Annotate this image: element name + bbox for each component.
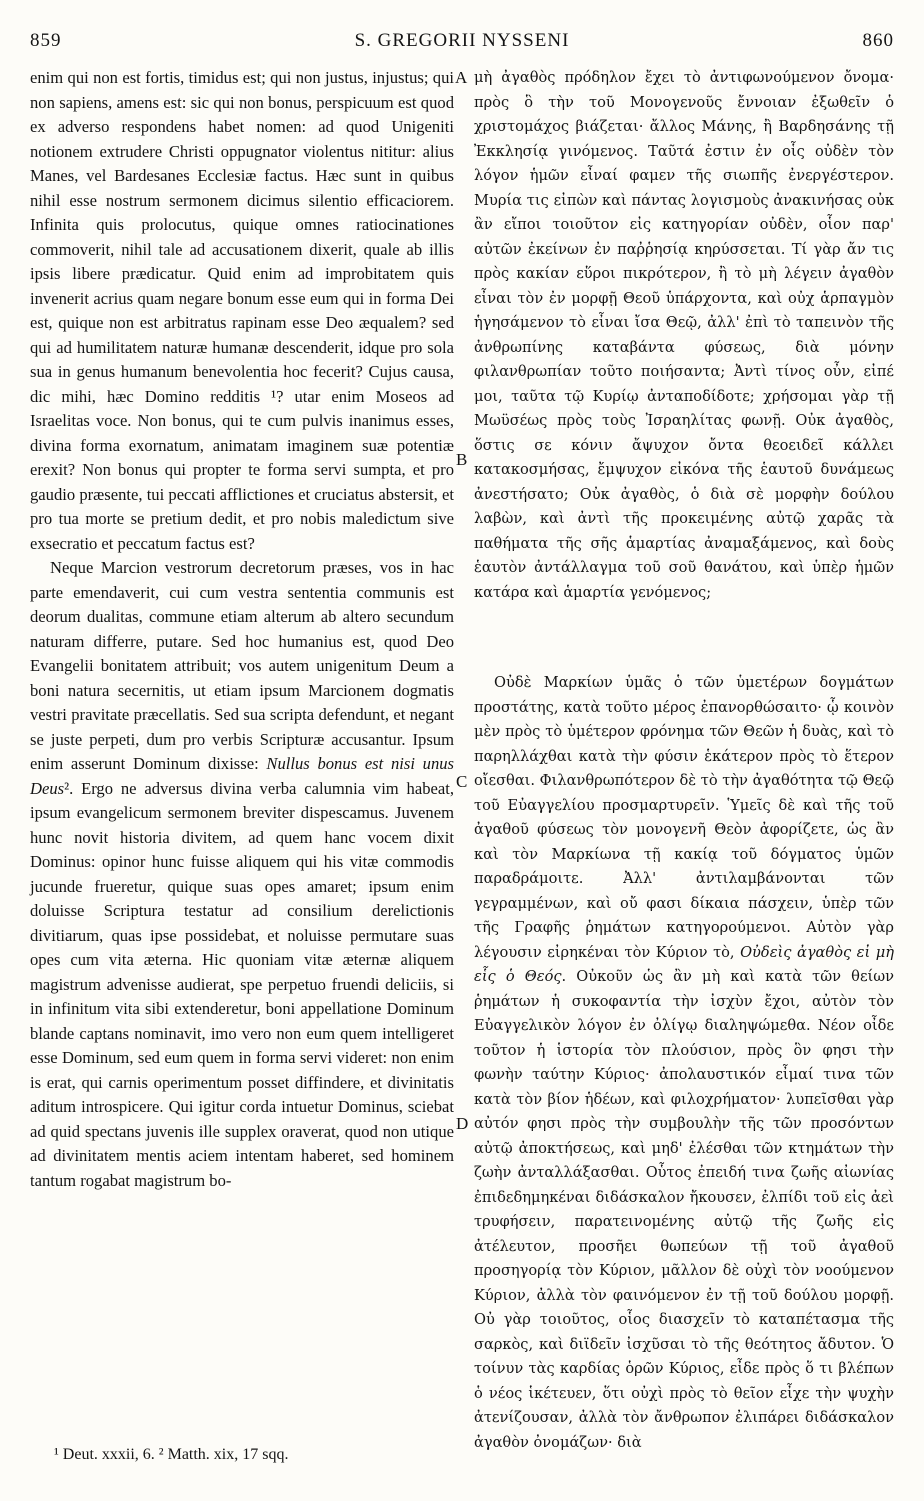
latin-scripture-quote: Nullus bonus est nisi unus Deus [30,754,454,798]
greek-paragraph-2-end: . Οὐκοῦν ὡς ἂν μὴ καὶ κατὰ τῶν θείων ῥημάτων ἡ συκοφαντία τὴν ἰσχὺν ἔχοι, αὐτὸν τὸν Εὐαγγελικὸν λόγον ἐν ὀλίγῳ διαληψώμεθα. Νέον οἶδε τοῦτον ἡ ἱστορία τὸν πλούσιον, πρὸς ὃν φησι τὴν φωνὴν ταύτην Κύριος· ἀπολαυστικόν εἶμαί τινα τῶν κατὰ τὸν βίον ἡδέων, καὶ φιλοχρήματον· λυπεῖσθαι γὰρ αὐτόν φησι πρὸς τὴν συμβουλὴν τῆς τῶν προσόντων αὐτῷ ἀποκτήσεως, καὶ μηδ' ἐλέσθαι τῶν κτημάτων τὴν ζωὴν ἀνταλλάξασθαι. Οὗτος ἐπειδή τινα ζωῆς αἰωνίας ἐπιδεδημηκέναι διδάσκαλον ἤκουσεν, ἐλπίδι τοῦ εἰς ἀεὶ τρυφήσειν, παρατεινομένης αὐτῷ τῆς ζωῆς εἰς ἀτέλευτον, προσῆει θωπεύων τῇ τοῦ ἀγαθοῦ προσηγορίᾳ τὸν Κύριον, μᾶλλον δὲ οὐχὶ τὸν νοούμενον Κύριον, ἀλλὰ τὸν φαινόμενον ἐν τῇ τοῦ δούλου μορφῇ. Οὐ γὰρ τοιοῦτος, οἷος διασχεῖν τὸ καταπέτασμα τῆς σαρκὸς, καὶ διϊδεῖν ἰσχῦσαι τὸ τῆς θεότητος ἄδυτον. Ὁ τοίνυν τὰς καρδίας ὁρῶν Κύριος, εἶδε πρὸς ὅ τι βλέπων ὁ νέος ἱκέτευεν, ὅτι οὐχὶ πρὸς τὸ θεῖον εἶχε τὴν ψυχὴν ἀτενίζουσαν, ἀλλὰ τὸν ἄνθρωπον ἐλιπάρει διδάσκαλον ἀγαθὸν ὀνομάζων· διὰ [474,968,894,1451]
greek-scripture-quote: Οὐδεὶς ἀγαθὸς εἰ μὴ εἷς ὁ Θεός [474,943,894,985]
latin-paragraph-1: enim qui non est fortis, timidus est; qui non justus, injustus; qui non sapiens, amens est: sic qui non bonus, perspicuum est quod ex adverso respondens habet nomen: ad quod Unigeniti notionem extrudere Christi oppugnator violentus nititur: alius Manes, vel Bardesanes Ecclesiæ factus. Hæc sunt in quibus nihil esse nostrum sermonem dicimus silentio efficaciorem. Infinita quis prolocutus, quique omnes ratiocinationes commoverit, nihil tale ad accusationem dixerit, quale ab illis ipsis libere prædicatur. Quid enim ad improbitatem quis invenerit acrius quam negare bonum esse eum qui in forma Dei est, quique non est arbitratus rapinam esse Deo æqualem? sed qui ad humilitatem naturæ humanæ descenderit, idque pro sola sua in genus humanum benevolentia hoc fecerit? Cujus causa, dic mihi, hæc Domino redditis ¹? utar enim Moseos ad Israelitas voce. Non bonus, qui te cum pulvis inanimus esses, divina forma exornatum, animatam imaginem suæ potentiæ erexit? Non bonus qui propter te forma servi sumpta, et pro gaudio præsente, tui peccati afflictiones et cruciatus abstersit, et pro tua morte se pretium dedit, et pro nobis maledictum sive exsecratio et peccatum factus est? [30,68,454,553]
margin-letter-d: D [456,1114,469,1133]
page-number-left: 859 [30,30,62,51]
page-number-right: 860 [862,30,894,51]
greek-paragraph-1: μὴ ἀγαθὸς πρόδηλον ἔχει τὸ ἀντιφωνούμενον ὄνομα· πρὸς ὃ τὴν τοῦ Μονογενοῦς ἔννοιαν ἐξωθεῖν ὁ χριστομάχος βιάζεται· ἄλλος Μάνης, ἢ Βαρδησάνης τῇ Ἐκκλησίᾳ γινόμενος. Ταῦτά ἐστιν ἐν οἷς οὐδὲν τὸν λόγον ἡμῶν εἶναί φαμεν τῆς σιωπῆς ἐνεργέστερον. Μυρία τις εἰπὼν καὶ πάντας λογισμοὺς ἀνακινήσας οὐκ ἂν εἴποι τοιοῦτον εἰς κατηγορίαν οὐδὲν, οἷον παρ' αὐτῶν ἐκείνων ἐν παῤῥησίᾳ κηρύσσεται. Τί γὰρ ἄν τις πρὸς κακίαν εὕροι πικρότερον, ἢ τὸ μὴ λέγειν ἀγαθὸν εἶναι τὸν ἐν μορφῇ Θεοῦ ὑπάρχοντα, καὶ οὐχ ἁρπαγμὸν ἡγησάμενον τὸ εἶναι ἴσα Θεῷ, ἀλλ' ἐπὶ τὸ ταπεινὸν τῆς ἀνθρωπίνης καταβάντα φύσεως, διὰ μόνην φιλανθρωπίαν τοῦτο ποιήσαντα; Ἀντὶ τίνος οὖν, εἰπέ μοι, ταῦτα τῷ Κυρίῳ ἀνταποδίδοτε; χρήσομαι γὰρ τῇ Μωϋσέως πρὸς τοὺς Ἰσραηλίτας φωνῇ. Οὐκ ἀγαθὸς, ὅστις σε κόνιν ἄψυχον ὄντα θεοειδεῖ κάλλει κατακοσμήσας, ἔμψυχον εἰκόνα τῆς ἑαυτοῦ δυνάμεως ἀνεστήσατο; Οὐκ ἀγαθὸς, ὁ διὰ σὲ μορφὴν δούλου λαβὼν, καὶ ἀντὶ τῆς προκειμένης αὐτῷ χαρᾶς τὰ παθήματα τῆς σῆς ἁμαρτίας ἀναμαξάμενος, καὶ δοὺς ἑαυτὸν ἀντάλλαγμα τοῦ σοῦ θανάτου, καὶ ὑπὲρ ἡμῶν κατάρα καὶ ἁμαρτία γενόμενος; [474,69,894,601]
latin-column [30,66,454,1193]
latin-paragraph-2 [30,556,454,1193]
footnotes: ¹ Deut. xxxii, 6. ² Matth. xix, 17 sqq. [54,1446,289,1463]
greek-column [474,66,894,1455]
margin-letter-a: A [455,68,468,87]
latin-paragraph-2-start: Neque Marcion vestrorum decretorum præses, vos in hac parte emendaverit, cui cum vestra sententia communis est deorum dualitas, commune etiam alterum ab altero secundum naturam differre, putare. Sed hoc humanius est, quod Deo Evangelii bonitatem attribuit; vos autem unigenitum Deum a boni natura secernitis, ut etiam ipsum Marcionem dogmatis vestri pravitate præcellatis. Sed sua scripta defendunt, et negant se juste perpeti, dum pro verbis Scripturæ accusantur. Ipsum enim asserunt Dominum dixisse: [30,558,454,773]
latin-paragraph-2-end: ². Ergo ne adversus divina verba calumnia vim habeat, ipsum evangelicum sermonem breviter dispescamus. Juvenem hunc novit historia divitem, ad quem hanc vocem dixit Dominus: opinor hunc fuisse aliquem qui his vitæ commodis jucunde frueretur, quique suas opes amaret; ipsum enim doluisse Scriptura testatur ad consilium derelictionis divitiarum, quas ipse possidebat, et noluisse permutare suas opes cum vita æterna. Hic quoniam vitæ æternæ aliquem magistrum advenisse audierat, spe perpetuo fruendi deliciis, si in infinitum vita sibi extenderetur, boni appellatione Dominum blande captans nominavit, imo vero non eum quem intelligeret esse Dominum, sed eum quem in forma servi videret: non enim is erat, qui carnis operimentum posset diffindere, et divinitatis aditum introspicere. Qui igitur corda intuetur Dominus, sciebat ad quid spectans juvenis ille supplex oraverat, quod non utique ad divinitatem mentis aciem intentam haberet, sed hominem tantum rogabat magistrum bo- [30,778,454,1190]
running-title: S. GREGORII NYSSENI [354,30,570,51]
greek-paragraph-2 [474,671,894,1455]
margin-letter-c: C [456,772,468,791]
greek-paragraph-2-start: Οὐδὲ Μαρκίων ὑμᾶς ὁ τῶν ὑμετέρων δογμάτων προστάτης, κατὰ τοῦτο μέρος ἐπανορθώσαιτο· ᾧ κοινὸν μὲν πρὸς τὸ ὑμέτερον φρόνημα τῶν Θεῶν ἡ δυὰς, καὶ τὸ παρηλλάχθαι κατὰ τὴν φύσιν ἑκάτερον πρὸς τὸ ἕτερον οἴεσθαι. Φιλανθρωπότερον δὲ τὸ τὴν ἀγαθότητα τῷ Θεῷ τοῦ Εὐαγγελίου προσμαρτυρεῖν. Ὑμεῖς δὲ καὶ τῆς τοῦ ἀγαθοῦ φύσεως τὸν μονογενῆ Θεὸν ἀφορίζετε, ὡς ἂν καὶ τὸν Μαρκίωνα τῇ κακίᾳ τοῦ δόγματος ὑμῶν παραδράμοιτε. Ἀλλ' ἀντιλαμβάνονται τῶν γεγραμμένων, καὶ οὔ φασι δίκαια πάσχειν, ὑπὲρ τῶν τῆς Γραφῆς ῥημάτων κατηγορούμενοι. Αὐτὸν γὰρ λέγουσιν εἰρηκέναι τὸν Κύριον τὸ, [474,674,894,961]
margin-letter-b: B [456,450,468,469]
